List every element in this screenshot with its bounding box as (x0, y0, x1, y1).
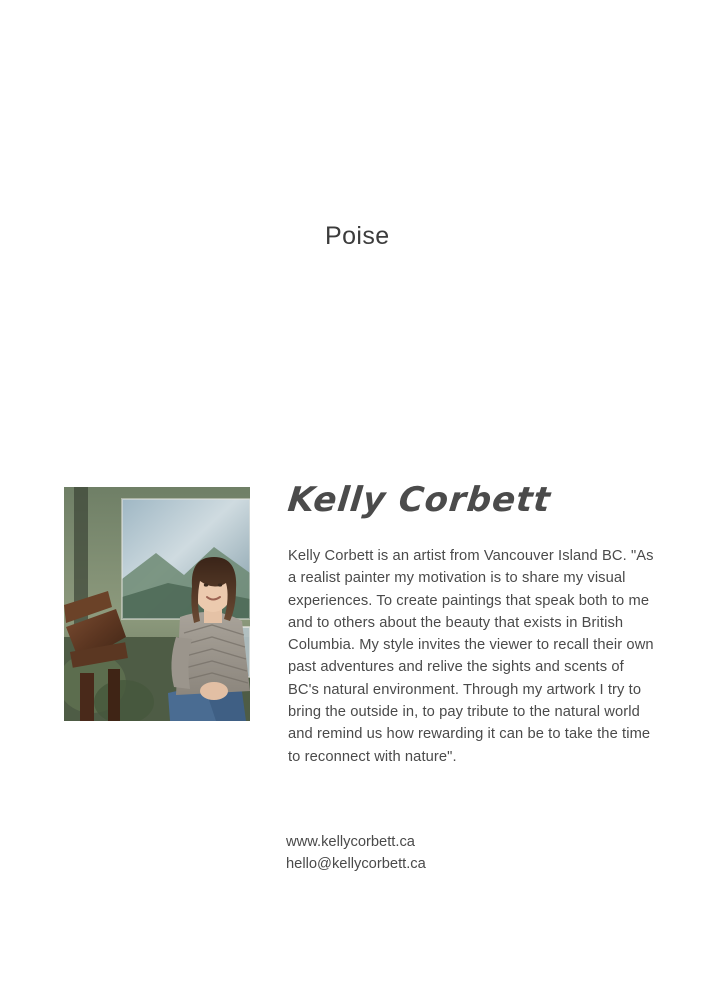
email-link[interactable]: hello@kellycorbett.ca (286, 856, 426, 872)
artist-bio: Kelly Corbett is an artist from Vancouver Island BC. "As a realist painter my motivation is to share my visual experiences. To create paintings that speak both to me and to others about the beauty that exists in British Columbia. My style invites the viewer to recall their own past adventures and relive the sights and scents of BC's natural environment. Through my artwork I try to bring the outside in, to pay tribute to the natural world and remind us how rewarding it can be to take the time to reconnect with nature". (288, 548, 654, 765)
website-link[interactable]: www.kellycorbett.ca (286, 834, 415, 850)
page-title: Poise (325, 222, 390, 250)
artist-name: Kelly Corbett (285, 480, 553, 520)
artist-photo (64, 487, 250, 721)
contact-block (286, 831, 426, 875)
